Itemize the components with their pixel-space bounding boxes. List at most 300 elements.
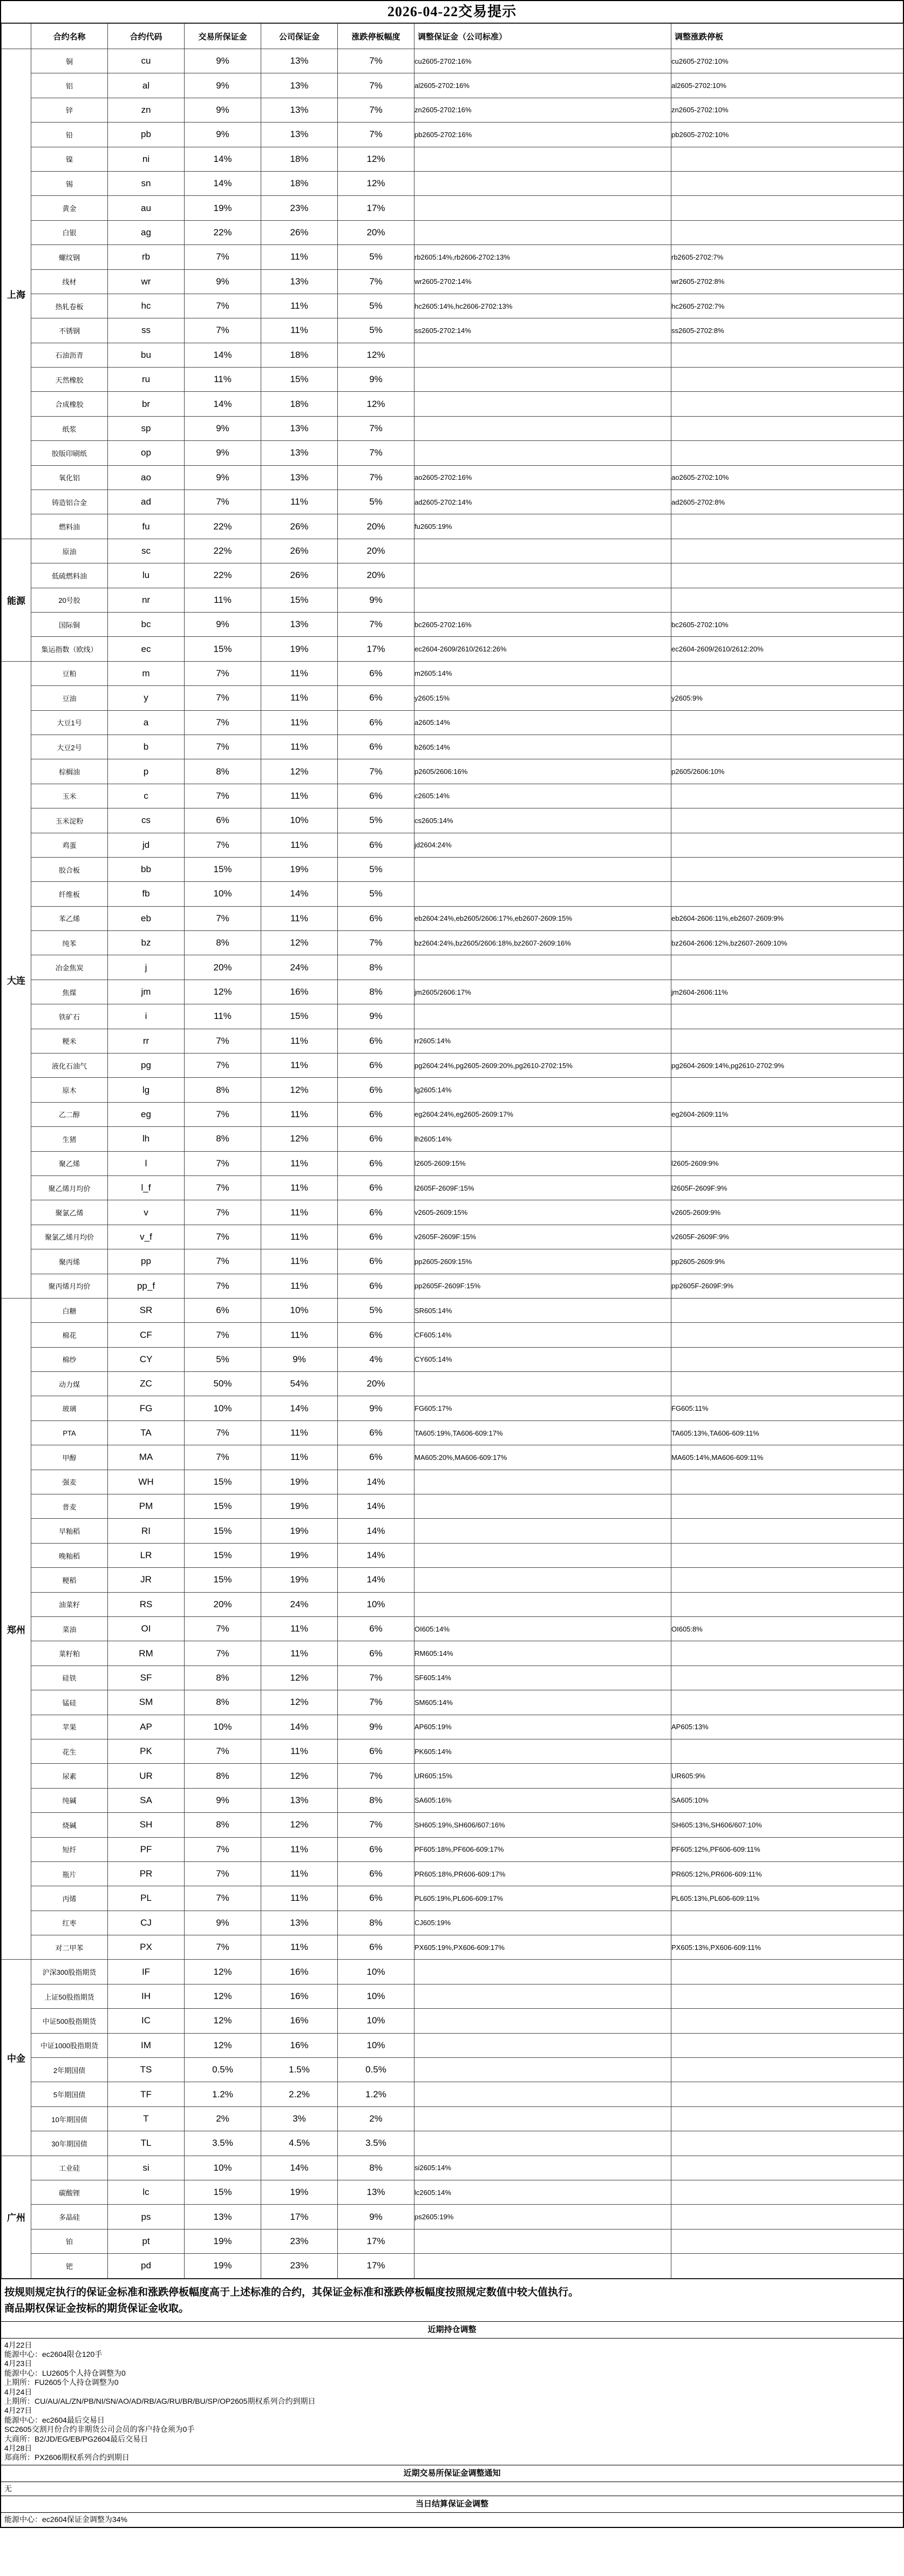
contract-code-cell: TA [108, 1420, 185, 1445]
contract-code-cell: hc [108, 294, 185, 318]
contract-name-cell: 早籼稻 [31, 1519, 108, 1543]
company-margin-cell: 15% [261, 368, 338, 392]
exchange-margin-cell: 8% [185, 1666, 261, 1690]
adjust-margin-cell: ss2605-2702:14% [414, 318, 671, 343]
adjust-margin-cell [414, 343, 671, 367]
contract-code-cell: b [108, 735, 185, 759]
contract-code-cell: T [108, 2106, 185, 2131]
adjust-limit-cell [671, 1323, 903, 1347]
contract-code-cell: ag [108, 220, 185, 244]
contract-code-cell: op [108, 441, 185, 465]
exchange-margin-cell: 7% [185, 318, 261, 343]
table-row [2, 1715, 903, 1739]
adjust-limit-cell [671, 1078, 903, 1102]
company-margin-cell: 11% [261, 1837, 338, 1861]
adjust-margin-cell: pg2604:24%,pg2605-2609:20%,pg2610-2702:15% [414, 1053, 671, 1078]
adjust-margin-cell: zn2605-2702:16% [414, 98, 671, 122]
exchange-margin-cell: 7% [185, 906, 261, 930]
adjust-margin-cell [414, 1004, 671, 1029]
contract-code-cell: CY [108, 1347, 185, 1371]
contract-code-cell: WH [108, 1470, 185, 1494]
adjust-margin-cell: pp2605F-2609F:15% [414, 1274, 671, 1298]
contract-code-cell: CJ [108, 1911, 185, 1935]
company-margin-cell: 12% [261, 759, 338, 784]
company-margin-cell: 1.5% [261, 2058, 338, 2082]
adjust-margin-cell [414, 2082, 671, 2106]
exchange-margin-cell: 9% [185, 612, 261, 636]
limit-cell: 5% [338, 882, 414, 906]
limit-cell: 8% [338, 980, 414, 1004]
exchange-margin-cell: 7% [185, 294, 261, 318]
adjust-margin-cell [414, 147, 671, 171]
adjust-margin-cell: c2605:14% [414, 784, 671, 808]
limit-cell: 7% [338, 759, 414, 784]
contract-name-cell: 合成橡胶 [31, 392, 108, 416]
company-margin-cell: 11% [261, 710, 338, 735]
adjust-limit-cell [671, 1666, 903, 1690]
limit-cell: 6% [338, 784, 414, 808]
contract-name-cell: 碳酸锂 [31, 2180, 108, 2204]
contract-code-cell: AP [108, 1715, 185, 1739]
exchange-margin-cell: 12% [185, 2033, 261, 2057]
company-margin-cell: 23% [261, 2254, 338, 2278]
adjust-margin-cell: hc2605:14%,hc2606-2702:13% [414, 294, 671, 318]
exchange-margin-cell: 7% [185, 686, 261, 710]
adjust-margin-cell [414, 2106, 671, 2131]
company-margin-cell: 18% [261, 171, 338, 195]
adjust-limit-cell [671, 2009, 903, 2033]
exchange-margin-cell: 7% [185, 490, 261, 514]
exchange-margin-cell: 22% [185, 539, 261, 563]
contract-code-cell: p [108, 759, 185, 784]
exchange-margin-cell: 8% [185, 759, 261, 784]
exchange-margin-cell: 8% [185, 1078, 261, 1102]
company-margin-cell: 11% [261, 1935, 338, 1960]
adjust-limit-cell: al2605-2702:10% [671, 73, 903, 98]
contract-name-cell: 铂 [31, 2229, 108, 2253]
contract-name-cell: 聚氯乙烯 [31, 1200, 108, 1225]
company-margin-cell: 9% [261, 1347, 338, 1371]
company-margin-cell: 12% [261, 1690, 338, 1715]
table-row [2, 147, 903, 171]
note-line: 按规则规定执行的保证金标准和涨跌停板幅度高于上述标准的合约，其保证金标准和涨跌停板幅度按照规定数值中较大值执行。 [4, 2286, 579, 2298]
limit-cell: 5% [338, 294, 414, 318]
contract-code-cell: br [108, 392, 185, 416]
adjust-margin-cell: rr2605:14% [414, 1029, 671, 1053]
adjust-margin-cell: lc2605:14% [414, 2180, 671, 2204]
adjust-margin-cell: PL605:19%,PL606-609:17% [414, 1886, 671, 1911]
table-row [2, 1568, 903, 1592]
adjust-limit-cell [671, 882, 903, 906]
exchange-margin-cell: 14% [185, 343, 261, 367]
exchange-margin-cell: 9% [185, 73, 261, 98]
limit-cell: 6% [338, 1641, 414, 1666]
contract-name-cell: 强麦 [31, 1470, 108, 1494]
adjust-limit-cell: ec2604-2609/2610/2612:20% [671, 637, 903, 661]
adjust-margin-cell [414, 1372, 671, 1396]
contract-name-cell: 锡 [31, 171, 108, 195]
adjust-margin-cell: OI605:14% [414, 1617, 671, 1641]
table-row [2, 2254, 903, 2278]
adjust-margin-cell [414, 539, 671, 563]
company-margin-cell: 16% [261, 1984, 338, 2008]
adjust-margin-cell [414, 1494, 671, 1519]
company-margin-cell: 13% [261, 1911, 338, 1935]
table-row [2, 955, 903, 980]
contract-name-cell: 苯乙烯 [31, 906, 108, 930]
adjust-limit-cell: pb2605-2702:10% [671, 123, 903, 147]
contract-name-cell: 豆粕 [31, 661, 108, 685]
contract-code-cell: sp [108, 416, 185, 440]
contract-name-cell: 20号胶 [31, 588, 108, 612]
adjust-limit-cell: p2605/2606:10% [671, 759, 903, 784]
adjust-limit-cell [671, 343, 903, 367]
company-margin-cell: 54% [261, 1372, 338, 1396]
contract-code-cell: SH [108, 1813, 185, 1837]
table-row [2, 1764, 903, 1788]
adjust-margin-cell: CF605:14% [414, 1323, 671, 1347]
today-adjust-heading: 当日结算保证金调整 [1, 2496, 903, 2513]
recent-limit-line: 大商所：B2/JD/EG/EB/PG2604最后交易日 [4, 2434, 148, 2443]
limit-cell: 5% [338, 245, 414, 269]
company-margin-cell: 24% [261, 1592, 338, 1616]
adjust-limit-cell [671, 514, 903, 539]
contract-name-cell: 纤维板 [31, 882, 108, 906]
adjust-limit-cell [671, 588, 903, 612]
contract-name-cell: 玉米 [31, 784, 108, 808]
table-row [2, 833, 903, 857]
contract-code-cell: y [108, 686, 185, 710]
exchange-margin-cell: 10% [185, 882, 261, 906]
limit-cell: 10% [338, 1984, 414, 2008]
table-row [2, 980, 903, 1004]
exchange-margin-cell: 7% [185, 735, 261, 759]
table-row [2, 1323, 903, 1347]
limit-cell: 17% [338, 637, 414, 661]
contract-code-cell: ao [108, 465, 185, 490]
exchange-margin-cell: 22% [185, 514, 261, 539]
header-exchange-margin: 交易所保证金 [185, 24, 261, 49]
contract-name-cell: 玉米淀粉 [31, 808, 108, 833]
company-margin-cell: 11% [261, 1151, 338, 1175]
table-row [2, 1592, 903, 1616]
limit-cell: 6% [338, 1029, 414, 1053]
company-margin-cell: 11% [261, 1886, 338, 1911]
table-row [2, 98, 903, 122]
contract-name-cell: 30年期国债 [31, 2131, 108, 2156]
exchange-margin-cell: 14% [185, 147, 261, 171]
adjust-limit-cell: SA605:10% [671, 1788, 903, 1812]
adjust-limit-cell [671, 2082, 903, 2106]
recent-notice-heading: 近期交易所保证金调整通知 [1, 2465, 903, 2482]
limit-cell: 9% [338, 1004, 414, 1029]
adjust-margin-cell: MA605:20%,MA606-609:17% [414, 1445, 671, 1470]
contract-name-cell: 粳米 [31, 1029, 108, 1053]
contract-name-cell: 晚籼稻 [31, 1543, 108, 1567]
exchange-margin-cell: 9% [185, 1788, 261, 1812]
exchange-margin-cell: 15% [185, 2180, 261, 2204]
limit-cell: 14% [338, 1519, 414, 1543]
header-adjust-limit: 调整涨跌停板 [671, 24, 903, 49]
limit-cell: 7% [338, 441, 414, 465]
exchange-margin-cell: 15% [185, 1543, 261, 1567]
adjust-margin-cell [414, 563, 671, 588]
adjust-margin-cell: PR605:18%,PR606-609:17% [414, 1861, 671, 1886]
limit-cell: 5% [338, 808, 414, 833]
contract-code-cell: PX [108, 1935, 185, 1960]
limit-cell: 7% [338, 612, 414, 636]
adjust-limit-cell [671, 441, 903, 465]
exchange-margin-cell: 22% [185, 563, 261, 588]
adjust-margin-cell: fu2605:19% [414, 514, 671, 539]
limit-cell: 6% [338, 1445, 414, 1470]
limit-cell: 5% [338, 490, 414, 514]
contract-name-cell: 原木 [31, 1078, 108, 1102]
adjust-margin-cell [414, 416, 671, 440]
contract-code-cell: fu [108, 514, 185, 539]
adjust-limit-cell: l2605-2609:9% [671, 1151, 903, 1175]
adjust-limit-cell: bc2605-2702:10% [671, 612, 903, 636]
contract-name-cell: 沪深300股指期货 [31, 1960, 108, 1984]
company-margin-cell: 11% [261, 1102, 338, 1126]
company-margin-cell: 19% [261, 637, 338, 661]
exchange-margin-cell: 6% [185, 1298, 261, 1322]
contract-name-cell: 液化石油气 [31, 1053, 108, 1078]
contract-code-cell: j [108, 955, 185, 980]
adjust-margin-cell: rb2605:14%,rb2606-2702:13% [414, 245, 671, 269]
limit-cell: 17% [338, 2229, 414, 2253]
exchange-margin-cell: 9% [185, 416, 261, 440]
adjust-limit-cell: MA605:14%,MA606-609:11% [671, 1445, 903, 1470]
contract-code-cell: PF [108, 1837, 185, 1861]
contract-name-cell: 氧化铝 [31, 465, 108, 490]
contract-code-cell: PK [108, 1739, 185, 1763]
adjust-margin-cell: PX605:19%,PX606-609:17% [414, 1935, 671, 1960]
adjust-limit-cell [671, 784, 903, 808]
limit-cell: 6% [338, 1323, 414, 1347]
exchange-margin-cell: 19% [185, 196, 261, 220]
contract-name-cell: 钯 [31, 2254, 108, 2278]
adjust-limit-cell: PL605:13%,PL606-609:11% [671, 1886, 903, 1911]
table-row [2, 2106, 903, 2131]
contract-name-cell: 中证500股指期货 [31, 2009, 108, 2033]
header-limit: 涨跌停板幅度 [338, 24, 414, 49]
exchange-margin-cell: 7% [185, 1029, 261, 1053]
header-code: 合约代码 [108, 24, 185, 49]
adjust-limit-cell [671, 1347, 903, 1371]
company-margin-cell: 14% [261, 2156, 338, 2180]
company-margin-cell: 24% [261, 955, 338, 980]
contract-name-cell: 白银 [31, 220, 108, 244]
contract-name-cell: 乙二醇 [31, 1102, 108, 1126]
exchange-margin-cell: 7% [185, 1739, 261, 1763]
contract-name-cell: 国际铜 [31, 612, 108, 636]
limit-cell: 7% [338, 1690, 414, 1715]
company-margin-cell: 11% [261, 1225, 338, 1249]
limit-cell: 7% [338, 123, 414, 147]
adjust-margin-cell: SF605:14% [414, 1666, 671, 1690]
adjust-margin-cell: m2605:14% [414, 661, 671, 685]
company-margin-cell: 16% [261, 1960, 338, 1984]
company-margin-cell: 26% [261, 220, 338, 244]
company-margin-cell: 17% [261, 2205, 338, 2229]
contract-name-cell: 聚丙烯月均价 [31, 1274, 108, 1298]
recent-limit-line: SC2605交割月份合约非期货公司会员的客户持仓须为0手 [4, 2425, 195, 2434]
exchange-margin-cell: 3.5% [185, 2131, 261, 2156]
table-row [2, 1445, 903, 1470]
contract-name-cell: 螺纹钢 [31, 245, 108, 269]
table-row [2, 1127, 903, 1151]
table-row [2, 441, 903, 465]
exchange-margin-cell: 14% [185, 171, 261, 195]
company-margin-cell: 11% [261, 1053, 338, 1078]
contract-code-cell: cs [108, 808, 185, 833]
exchange-margin-cell: 7% [185, 661, 261, 685]
table-row [2, 123, 903, 147]
adjust-limit-cell [671, 1029, 903, 1053]
contract-name-cell: 豆油 [31, 686, 108, 710]
limit-cell: 14% [338, 1470, 414, 1494]
company-margin-cell: 11% [261, 735, 338, 759]
contract-code-cell: TS [108, 2058, 185, 2082]
adjust-limit-cell: eg2604-2609:11% [671, 1102, 903, 1126]
adjust-limit-cell [671, 563, 903, 588]
contract-name-cell: 原油 [31, 539, 108, 563]
exchange-margin-cell: 1.2% [185, 2082, 261, 2106]
contract-code-cell: IF [108, 1960, 185, 1984]
contract-name-cell: 胶合板 [31, 857, 108, 881]
recent-limit-line: 能源中心：LU2605个人持仓调整为0 [4, 2368, 126, 2377]
limit-cell: 8% [338, 1788, 414, 1812]
adjust-limit-cell [671, 1543, 903, 1567]
contract-name-cell: 花生 [31, 1739, 108, 1763]
table-row [2, 392, 903, 416]
table-body [2, 49, 903, 2279]
contract-name-cell: 对二甲苯 [31, 1935, 108, 1960]
contract-code-cell: m [108, 661, 185, 685]
company-margin-cell: 11% [261, 686, 338, 710]
table-row [2, 710, 903, 735]
adjust-limit-cell [671, 661, 903, 685]
adjust-margin-cell [414, 2058, 671, 2082]
contract-code-cell: ps [108, 2205, 185, 2229]
exchange-margin-cell: 7% [185, 1641, 261, 1666]
limit-cell: 20% [338, 1372, 414, 1396]
adjust-margin-cell [414, 2131, 671, 2156]
limit-cell: 13% [338, 2180, 414, 2204]
exchange-margin-cell: 14% [185, 392, 261, 416]
company-margin-cell: 11% [261, 1274, 338, 1298]
adjust-margin-cell: pb2605-2702:16% [414, 123, 671, 147]
company-margin-cell: 18% [261, 392, 338, 416]
table-row [2, 1543, 903, 1567]
limit-cell: 6% [338, 686, 414, 710]
today-adjust-text: 能源中心：ec2604保证金调整为34% [4, 2515, 127, 2524]
contract-name-cell: 硅铁 [31, 1666, 108, 1690]
recent-notice-text: 无 [4, 2484, 12, 2493]
contract-name-cell: 中证1000股指期货 [31, 2033, 108, 2057]
contract-name-cell: 燃料油 [31, 514, 108, 539]
contract-code-cell: LR [108, 1543, 185, 1567]
limit-cell: 9% [338, 2205, 414, 2229]
adjust-limit-cell: TA605:13%,TA606-609:11% [671, 1420, 903, 1445]
adjust-margin-cell [414, 882, 671, 906]
adjust-limit-cell: FG605:11% [671, 1396, 903, 1420]
page-title: 2026-04-22交易提示 [1, 1, 903, 23]
contract-name-cell: 大豆2号 [31, 735, 108, 759]
contract-code-cell: l [108, 1151, 185, 1175]
table-row [2, 1666, 903, 1690]
adjust-margin-cell [414, 857, 671, 881]
table-row [2, 1078, 903, 1102]
contract-name-cell: 聚氯乙烯月均价 [31, 1225, 108, 1249]
contract-code-cell: jd [108, 833, 185, 857]
contract-name-cell: 石油沥青 [31, 343, 108, 367]
table-row [2, 171, 903, 195]
table-row [2, 1102, 903, 1126]
contract-name-cell: 聚乙烯月均价 [31, 1175, 108, 1200]
limit-cell: 4% [338, 1347, 414, 1371]
table-row [2, 1470, 903, 1494]
limit-cell: 7% [338, 1813, 414, 1837]
adjust-limit-cell [671, 171, 903, 195]
adjust-margin-cell [414, 1592, 671, 1616]
adjust-margin-cell: a2605:14% [414, 710, 671, 735]
limit-cell: 6% [338, 1225, 414, 1249]
contract-name-cell: 铅 [31, 123, 108, 147]
adjust-limit-cell [671, 2229, 903, 2253]
table-row [2, 1617, 903, 1641]
adjust-limit-cell [671, 2106, 903, 2131]
contract-code-cell: rr [108, 1029, 185, 1053]
contract-code-cell: IH [108, 1984, 185, 2008]
table-row [2, 220, 903, 244]
company-margin-cell: 12% [261, 1813, 338, 1837]
contract-name-cell: 天然橡胶 [31, 368, 108, 392]
limit-cell: 6% [338, 1274, 414, 1298]
contract-code-cell: pp [108, 1249, 185, 1274]
company-margin-cell: 11% [261, 833, 338, 857]
limit-cell: 2% [338, 2106, 414, 2131]
adjust-margin-cell: l2605-2609:15% [414, 1151, 671, 1175]
recent-limit-line: 郑商所：PX2606期权系列合约到期日 [4, 2453, 130, 2462]
company-margin-cell: 11% [261, 906, 338, 930]
contract-code-cell: c [108, 784, 185, 808]
contract-code-cell: pp_f [108, 1274, 185, 1298]
adjust-limit-cell: PR605:12%,PR606-609:11% [671, 1861, 903, 1886]
limit-cell: 6% [338, 661, 414, 685]
exchange-margin-cell: 22% [185, 220, 261, 244]
contract-code-cell: wr [108, 269, 185, 294]
adjust-limit-cell: PF605:12%,PF606-609:11% [671, 1837, 903, 1861]
adjust-margin-cell: bz2604:24%,bz2605/2606:18%,bz2607-2609:16% [414, 931, 671, 955]
table-row [2, 735, 903, 759]
contract-code-cell: PR [108, 1861, 185, 1886]
contract-name-cell: 丙烯 [31, 1886, 108, 1911]
table-row [2, 368, 903, 392]
adjust-limit-cell [671, 808, 903, 833]
adjust-limit-cell: y2605:9% [671, 686, 903, 710]
contract-name-cell: 10年期国债 [31, 2106, 108, 2131]
contract-code-cell: bb [108, 857, 185, 881]
exchange-margin-cell: 7% [185, 1323, 261, 1347]
adjust-margin-cell: v2605F-2609F:15% [414, 1225, 671, 1249]
recent-limits-heading: 近期持仓调整 [1, 2321, 903, 2339]
table-row [2, 588, 903, 612]
company-margin-cell: 13% [261, 269, 338, 294]
company-margin-cell: 23% [261, 196, 338, 220]
adjust-limit-cell: bz2604-2606:12%,bz2607-2609:10% [671, 931, 903, 955]
